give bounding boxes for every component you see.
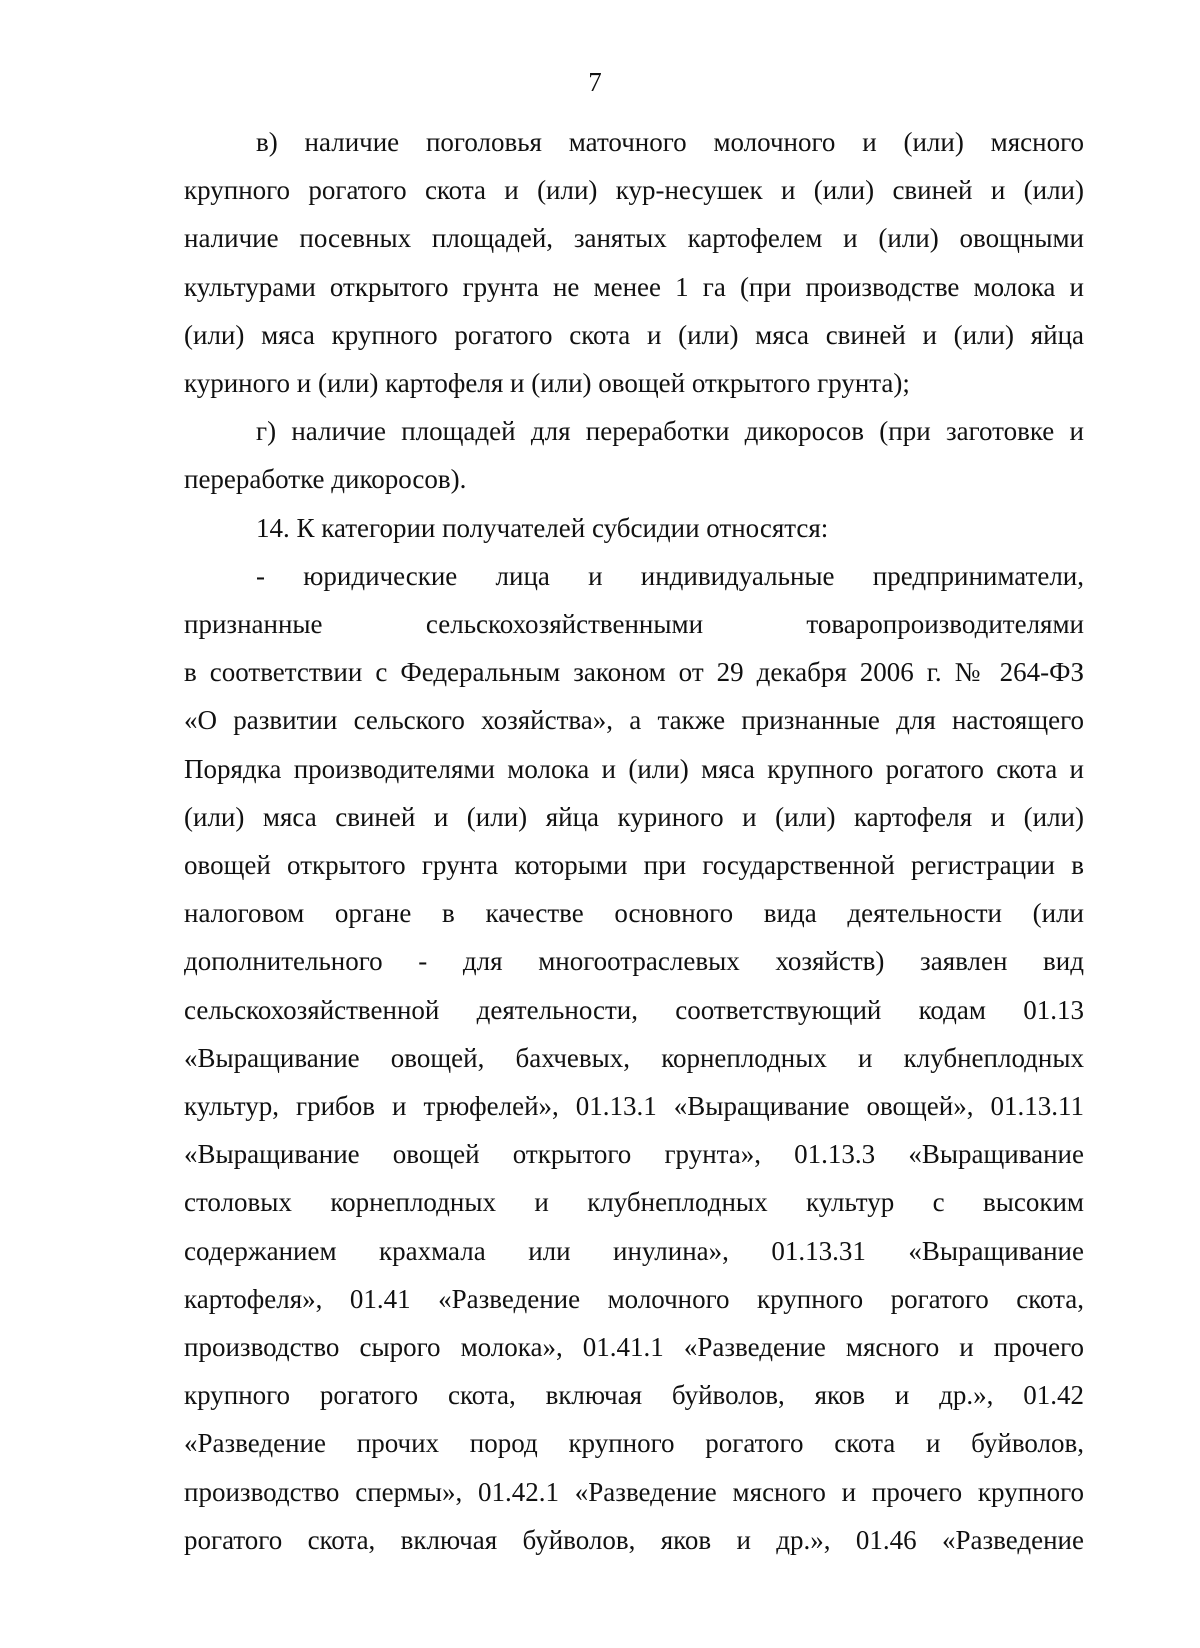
text-line: дополнительного - для многоотраслевых хозяйств) заявлен вид [184, 946, 1084, 977]
text-line: Порядка производителями молока и (или) мяса крупного рогатого скота и [184, 753, 1084, 784]
text-line: «Разведение прочих пород крупного рогатого скота и буйволов, [184, 1428, 1084, 1459]
text-line: 14. К категории получателей субсидии относятся: [256, 512, 829, 543]
paragraph-item-14 [184, 504, 1084, 552]
text-line: содержанием крахмала или инулина», 01.13.31 «Выращивание [184, 1235, 1084, 1266]
text-line: (или) мяса крупного рогатого скота и (или) мяса свиней и (или) яйца [184, 319, 1084, 350]
paragraph-item-v [184, 118, 1084, 407]
text-line: «Выращивание овощей, бахчевых, корнеплодных и клубнеплодных [184, 1042, 1084, 1073]
text-line: крупного рогатого скота, включая буйволов, яков и др.», 01.42 [184, 1380, 1084, 1411]
text-line: рогатого скота, включая буйволов, яков и др.», 01.46 «Разведение [184, 1524, 1084, 1555]
page-number: 7 [588, 67, 602, 97]
document-body [184, 118, 1084, 1564]
text-line: сельскохозяйственной деятельности, соответствующий кодам 01.13 [184, 994, 1084, 1025]
text-line: налоговом органе в качестве основного вида деятельности (или [184, 898, 1084, 929]
text-line: в) наличие поголовья маточного молочного и (или) мясного [256, 127, 1084, 157]
paragraph-recipients [184, 552, 1084, 1564]
text-line: признанные сельскохозяйственными товаропроизводителями [184, 609, 1084, 640]
text-line: куриного и (или) картофеля и (или) овощей открытого грунта); [184, 368, 910, 399]
text-line: крупного рогатого скота и (или) кур-несушек и (или) свиней и (или) [184, 175, 1084, 206]
text-line: «Выращивание овощей открытого грунта», 01.13.3 «Выращивание [184, 1139, 1084, 1170]
text-line: г) наличие площадей для переработки дикоросов (при заготовке и [256, 416, 1084, 447]
paragraph-item-g [184, 407, 1084, 503]
text-line: производство сырого молока», 01.41.1 «Разведение мясного и прочего [184, 1332, 1084, 1363]
text-line: культур, грибов и трюфелей», 01.13.1 «Выращивание овощей», 01.13.11 [184, 1091, 1084, 1122]
text-line: «О развитии сельского хозяйства», а также признанные для настоящего [184, 705, 1084, 736]
text-line: (или) мяса свиней и (или) яйца куриного и (или) картофеля и (или) [184, 801, 1084, 832]
text-line: картофеля», 01.41 «Разведение молочного крупного рогатого скота, [184, 1283, 1084, 1314]
text-line: переработке дикоросов). [184, 464, 467, 495]
text-line: овощей открытого грунта которыми при государственной регистрации в [184, 850, 1084, 881]
text-line: культурами открытого грунта не менее 1 га (при производстве молока и [184, 271, 1084, 302]
text-line: наличие посевных площадей, занятых картофелем и (или) овощными [184, 223, 1084, 254]
text-line: - юридические лица и индивидуальные предприниматели, [256, 560, 1084, 591]
text-line: столовых корнеплодных и клубнеплодных культур с высоким [184, 1187, 1084, 1218]
text-line: в соответствии с Федеральным законом от 29 декабря 2006 г. № 264-ФЗ [184, 657, 1084, 688]
text-line: производство спермы», 01.42.1 «Разведение мясного и прочего крупного [184, 1476, 1084, 1507]
